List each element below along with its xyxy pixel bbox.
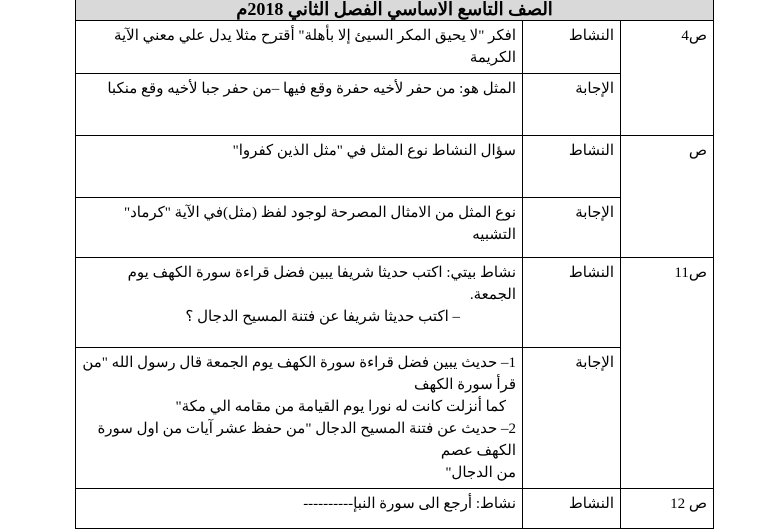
table-row (76, 198, 714, 258)
answer-text-cell (76, 348, 523, 489)
table-row (76, 348, 714, 489)
activity-sub-item: – اكتب حديثا شريفا عن فتنة المسيح الدجال ؟ (185, 309, 460, 325)
activity-text: افكر "لا يحيق المكر السيئ إلا بأهلة" أقترح مثلا يدل علي معني الآية الكريمة (113, 28, 516, 66)
answer-label-cell: الإجابة (523, 348, 621, 489)
page-ref-cell: ص (621, 136, 714, 258)
page-ref-cell: ص11 (621, 258, 714, 489)
table-row (76, 74, 714, 136)
activity-label-cell: النشاط (523, 136, 621, 198)
activity-label-cell: النشاط (523, 489, 621, 529)
answer-text-cell (76, 74, 523, 136)
answer-line: كما أنزلت كانت له نورا يوم القيامة من مقامه الي مكة" (175, 399, 506, 415)
page-title: الصف التاسع الاساسي الفصل الثاني 2018م (75, 0, 714, 20)
answer-label-cell: الإجابة (523, 198, 621, 258)
activity-text-cell (76, 258, 523, 348)
table-row (76, 489, 714, 529)
table-row (76, 136, 714, 198)
activity-label-cell: النشاط (523, 258, 621, 348)
answer-text: المثل هو: من حفر لأخيه حفرة وقع فيها –من حفر جبا لأخيه وقع منكبا (107, 81, 516, 97)
table-row (76, 21, 714, 74)
activity-text-cell (76, 136, 523, 198)
activities-table (75, 20, 714, 529)
answer-text-cell (76, 198, 523, 258)
page-ref-cell: ص4 (621, 21, 714, 136)
table-row (76, 258, 714, 348)
page-ref-cell: ص 12 (621, 489, 714, 529)
answer-label-cell: الإجابة (523, 74, 621, 136)
activity-text: نشاط: أرجع الى سورة النبإ---------- (303, 496, 516, 512)
activity-text-cell (76, 489, 523, 529)
activity-label-cell: النشاط (523, 21, 621, 74)
answer-line: 1– حديث يبين فضل قراءة سورة الكهف يوم الجمعة قال رسول الله "من قرأ سورة الكهف (82, 355, 516, 393)
activity-text: سؤال النشاط نوع المثل في "مثل الذين كفروا" (232, 143, 516, 159)
activity-text: نشاط بيتي: اكتب حديثا شريفا يبين فضل قراءة سورة الكهف يوم الجمعة. (127, 265, 516, 303)
activity-text-cell (76, 21, 523, 74)
answer-line: 2– حديث عن فتنة المسيح الدجال "من حفظ عشر آيات من اول سورة الكهف عصم (97, 421, 516, 459)
answer-line: من الدجال" (445, 465, 516, 481)
answer-text: نوع المثل من الامثال المصرحة لوجود لفظ (مثل)في الآية "كرماد" التشبيه (123, 205, 516, 243)
